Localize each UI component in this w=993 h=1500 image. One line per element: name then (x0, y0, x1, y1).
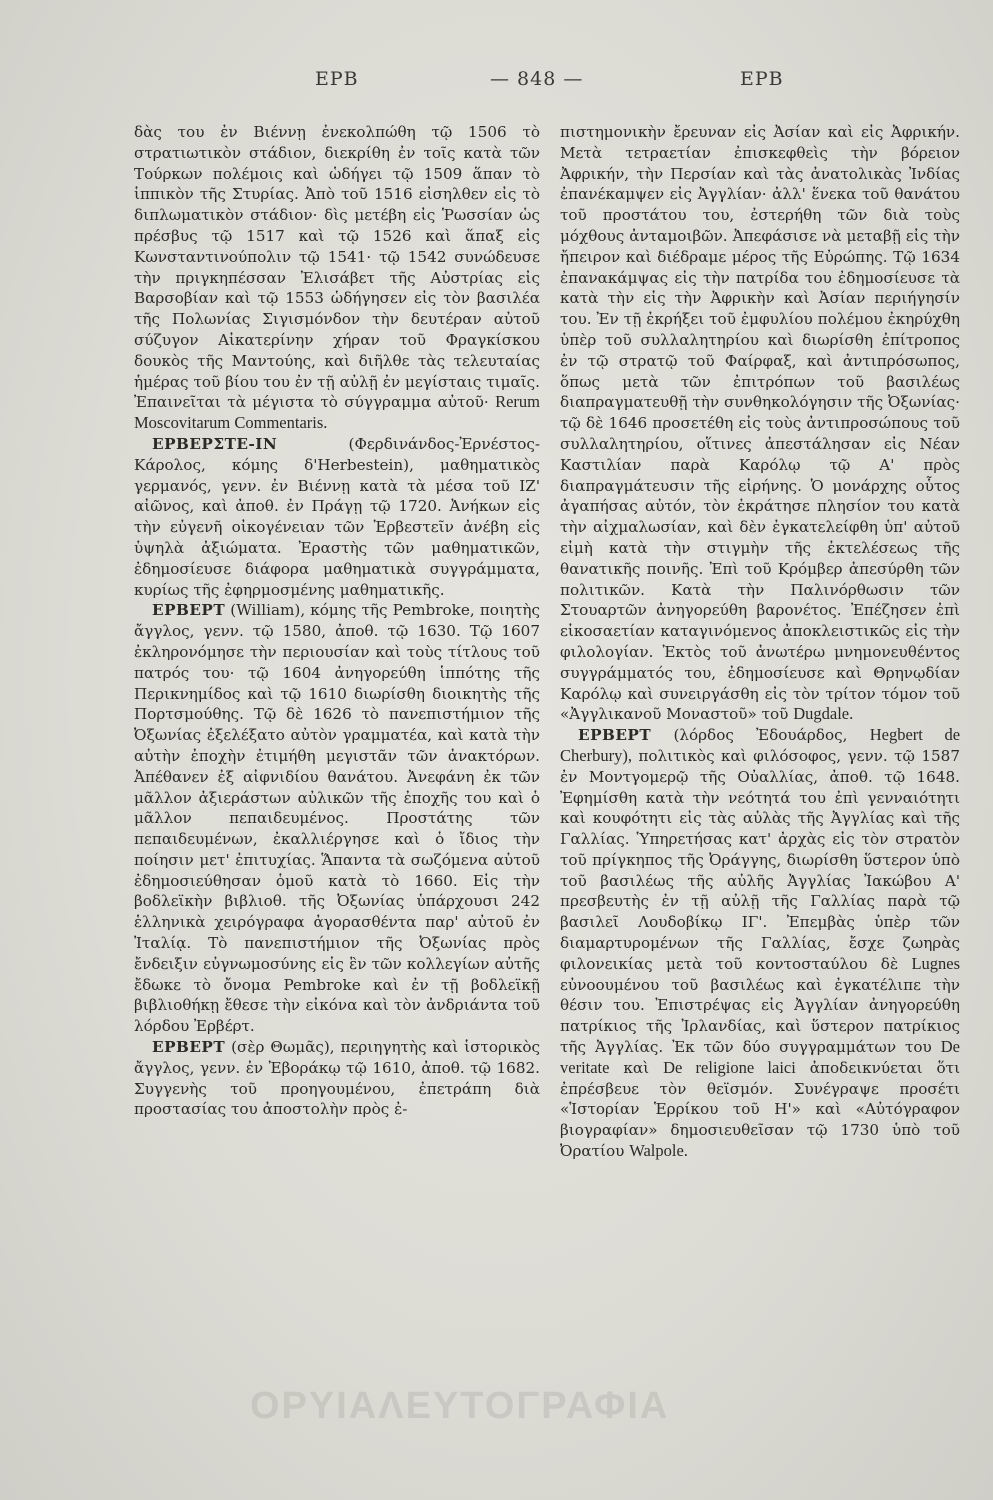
entry-continuation: δὰς του ἐν Βιέννῃ ἐνεκολπώθη τῷ 1506 τὸ στρατιωτικὸν στάδιον, διεκρίθη ἐν τοῖς κατὰ τῶν Τούρκων πολέμοις καὶ ὡδήγει τῷ 1509 ἅπαν τὸ ἱππικὸν τῆς Στυρίας. Ἀπὸ τοῦ 1516 εἰσηλθεν εἰς τὸ διπλωματικὸν στάδιον· δὶς μετέβη εἰς Ῥωσσίαν ὡς πρέσβυς τῷ 1517 καὶ τῷ 1526 καὶ ἅπαξ εἰς Κωνσταντινούπολιν τῷ 1541· τῷ 1542 συνώδευσε τὴν πριγκηπέσσαν Ἐλισάβετ τῆς Αὐστρίας εἰς Βαρσοβίαν καὶ τῷ 1553 ὡδήγησεν εἰς τὸν βασιλέα τῆς Πολωνίας Σιγισμόνδον τὴν δευτέραν αὐτοῦ σύζυγον Αἰκατερίνην χήραν τοῦ Φραγκίσκου δουκὸς τῆς Μαντούης, καὶ διῆλθε τὰς τελευταίας ἡμέρας τοῦ βίου του ἐν τῇ αὐλῇ ἐν μεγίσταις τιμαῖς. Ἐπαινεῖται τὰ μέγιστα τὸ σύγγραμμα αὐτοῦ· Rerum Moscovitarum Commentaris. (134, 123, 541, 433)
running-header (120, 68, 820, 98)
entry-headword: ΕΡΒΕΡΤ (578, 726, 652, 745)
entry-continuation: πιστημονικὴν ἔρευναν εἰς Ἀσίαν καὶ εἰς Ἀφρικήν. Μετὰ τετραετίαν ἐπισκεφθεὶς τὴν βόρειον Ἀφρικήν, τὴν Περσίαν καὶ τὰς ἀνατολικὰς Ἰνδίας ἐπανέκαμψεν εἰς Ἀγγλίαν· ἀλλ' ἕνεκα τοῦ θανάτου τοῦ προστάτου του, ἐστερήθη τῶν διὰ τοὺς μόχθους ἀνταμοιβῶν. Ἀπεφάσισε νὰ μεταβῇ εἰς τὴν ἤπειρον καὶ διέδραμε μέρος τῆς Εὐρώπης. Τῷ 1634 ἐπανακάμψας εἰς τὴν πατρίδα του ἐδημοσίευσε τὰ κατὰ τὴν εἰς τὴν Ἀφρικὴν καὶ Ἀσίαν περιήγησίν του. Ἐν τῇ ἐκρήξει τοῦ ἐμφυλίου πολέμου ἐκηρύχθη ὑπὲρ τοῦ συλλαλητηρίου καὶ διωρίσθη ἐπίτροπος ἐν τῷ στρατῷ τοῦ Φαίρφαξ, καὶ ἀντιπρόσωπος, ὅπως μετὰ τῶν ἐπιτρόπων τοῦ βασιλέως διαπραγματευθῇ τὴν συνθηκολόγησιν τῆς Ὀξωνίας· τῷ δὲ 1646 προσετέθη εἰς τοὺς ἀντιπροσώπους τοῦ συλλαλητηρίου, οἵτινες ἀπεστάλησαν εἰς Νέαν Καστιλίαν παρὰ Καρόλῳ τῷ Α' πρὸς διαπραγμάτευσιν τῆς εἰρήνης. Ὁ μονάρχης οὗτος ἀγαπήσας αὐτόν, τὸν ἐκράτησε πλησίον του κατὰ τὴν αἰχμαλωσίαν, καὶ δὲν ἐγκατελείφθη ὑπ' αὐτοῦ εἰμὴ κατὰ τὴν στιγμὴν τῆς ἐκτελέσεως τῆς θανατικῆς ποινῆς. Ἐπὶ τοῦ Κρόμβερ ἀπεσύρθη τῶν πολιτικῶν. Κατὰ τὴν Παλινόρθωσιν τῶν Στουαρτῶν ἀνηγορεύθη βαρονέτος. Ἐπέζησεν ἐπὶ εἰκοσαετίαν καταγινόμενος ἀποκλειστικῶς εἰς τὴν φιλολογίαν. Ἐκτὸς τοῦ ἀνωτέρω μνημονευθέντος συγγράμματός του, ἐδημοσίευσε καὶ Θρηνῳδίαν Καρόλῳ καὶ συνειργάσθη εἰς τὸν τρίτον τόμον τοῦ «Ἀγγλικανοῦ Μοναστοῦ» τοῦ Dugdale. (560, 123, 960, 724)
entry-herbert-thomas: ΕΡΒΕΡΤ (σὲρ Θωμᾶς), περιηγητὴς καὶ ἱστορικὸς ἄγγλος, γενν. ἐν Ἐβοράκῳ τῷ 1610, ἀποθ. τῷ 1682. Συγγενὴς τοῦ προηγουμένου, ἐπετράπη διὰ προστασίας του ἀποστολὴν πρὸς ἐ- (134, 1038, 541, 1119)
left-column (134, 122, 540, 1120)
page-number: — 848 — (490, 68, 584, 90)
entry-headword: ΕΡΒΕΡΣΤΕ-ΙΝ (152, 434, 278, 453)
entry-headword: ΕΡΒΕΡΤ (152, 1038, 226, 1057)
entry-herberstein: ΕΡΒΕΡΣΤΕ-ΙΝ (Φερδινάνδος-Ἐρνέστος-Κάρολος, κόμης δ'Herbestein), μαθηματικὸς γερμανός, γενν. ἐν Βιέννῃ κατὰ τὰ μέσα τοῦ ΙΖ' αἰῶνος, καὶ ἀποθ. ἐν Πράγῃ τῷ 1720. Ἀνήκων εἰς τὴν εὐγενῆ οἰκογένειαν τῶν Ἐρβεστεῖν ἀνέβη εἰς ὑψηλὰ ἀξιώματα. Ἐραστὴς τῶν μαθηματικῶν, ἐδημοσίευσε διάφορα μαθηματικὰ συγγράμματα, κυρίως τῆς ἐφηρμοσμένης μαθηματικῆς. (134, 434, 540, 599)
header-right-guideword: ΕΡΒ (740, 68, 784, 90)
watermark: ΟΡΥΙΑΛΕΥΤΟΓΡΑΦΙΑ (250, 1385, 670, 1427)
entry-herbert-william: ΕΡΒΕΡΤ (William), κόμης τῆς Pembroke, ποιητὴς ἄγγλος, γενν. τῷ 1580, ἀποθ. τῷ 1630. Τῷ 1607 ἐκληρονόμησε τὴν περιουσίαν καὶ τοὺς τίτλους τοῦ πατρός του· τῷ 1604 ἀνηγορεύθη ἱππότης τῆς Περικνημίδος καὶ τῷ 1610 διωρίσθη διοικητὴς τῆς Πορτσμούθης. Τῷ δὲ 1626 τὸ πανεπιστήμιον τῆς Ὀξωνίας ἐξελέξατο αὐτὸν γραμματέα, καὶ κατὰ τὴν αὐτὴν ἐποχὴν ἐτιμήθη μεγιστᾶν τῶν ἀνακτόρων. Ἀπέθανεν ἐξ αἰφνιδίου θανάτου. Ἀνεφάνη ἐκ τῶν μᾶλλον ἀξιεράστων αὐλικῶν τῆς ἐποχῆς του καὶ ὁ μᾶλλον πεπαιδευμένος. Προστάτης τῶν πεπαιδευμένων, ἐκαλλιέργησε καὶ ὁ ἴδιος τὴν ποίησιν μετ' ἐπιτυχίας. Ἅπαντα τὰ σωζόμενα αὐτοῦ ἐδημοσιεύθησαν ὁμοῦ κατὰ τὸ 1660. Εἰς τὴν βοδλεϊκὴν βιβλιοθ. τῆς Ὀξωνίας ὑπάρχουσι 242 ἑλληνικὰ χειρόγραφα ἀγορασθέντα παρ' αὐτοῦ ἐν Ἰταλίᾳ. Τὸ πανεπιστήμιον τῆς Ὀξωνίας πρὸς ἔνδειξιν εὐγνωμοσύνης εἰς ἓν τῶν κολλεγίων αὐτῆς ἔδωκε τὸ ὄνομα Pembroke καὶ ἐν τῇ βοδλεϊκῇ βιβλιοθήκῃ ἔθεσε τὴν εἰκόνα καὶ τὸν ἀνδριάντα τοῦ λόρδου Ἐρβέρτ. (134, 601, 541, 1036)
latin-title: Rerum Moscovitarum Commentaris. (134, 392, 541, 433)
entry-headword: ΕΡΒΕΡΤ (152, 601, 226, 620)
latin-name: Dugdale. (793, 704, 854, 724)
right-column (560, 122, 960, 1162)
entry-herbert-edward: ΕΡΒΕΡΤ (λόρδος Ἐδουάρδος, Hegbert de Cherbury), πολιτικὸς καὶ φιλόσοφος, γενν. τῷ 1587 ἐν Μοντγομερῷ τῆς Οὐαλλίας, ἀποθ. τῷ 1648. Ἐφημίσθη κατὰ τὴν νεότητά του ἐπὶ γενναιότητι καὶ κουφότητι εἰς τὰς αὐλὰς τῆς Ἀγγλίας καὶ τῆς Γαλλίας. Ὑπηρετήσας κατ' ἀρχὰς εἰς τὸν στρατὸν τοῦ πρίγκηπος τῆς Ὀράγγης, διωρίσθη ὕστερον ὑπὸ τοῦ βασιλέως τῆς αὐλῆς Ἀγγλίας Ἰακώβου Α' πρεσβευτὴς ἐν τῇ αὐλῇ τῆς Γαλλίας παρὰ τῷ βασιλεῖ Λουδοβίκῳ ΙΓ'. Ἐπεμβὰς ὑπὲρ τῶν διαμαρτυρομένων τῆς Γαλλίας, ἔσχε ζωηρὰς φιλονεικίας μετὰ τοῦ κοντοσταύλου δὲ Lugnes εὐνοουμένου τοῦ βασιλέως καὶ ἐγκατέλιπε τὴν θέσιν του. Ἐπιστρέψας εἰς Ἀγγλίαν ἀνηγορεύθη πατρίκιος τῆς Ἰρλανδίας, καὶ ὕστερον πατρίκιος τῆς Ἀγγλίας. Ἐκ τῶν δύο συγγραμμάτων του De veritate καὶ De religione laici ἀποδεικνύεται ὅτι ἐπρέσβευε τὸν θεϊσμόν. Συνέγραψε προσέτι «Ἱστορίαν Ἑρρίκου τοῦ Η'» καὶ «Αὐτόγραφον βιογραφίαν» δημοσιευθεῖσαν τῷ 1730 ὑπὸ τοῦ Ὀρατίου Walpole. (560, 725, 961, 1161)
header-left-guideword: ΕΡΒ (315, 68, 359, 90)
